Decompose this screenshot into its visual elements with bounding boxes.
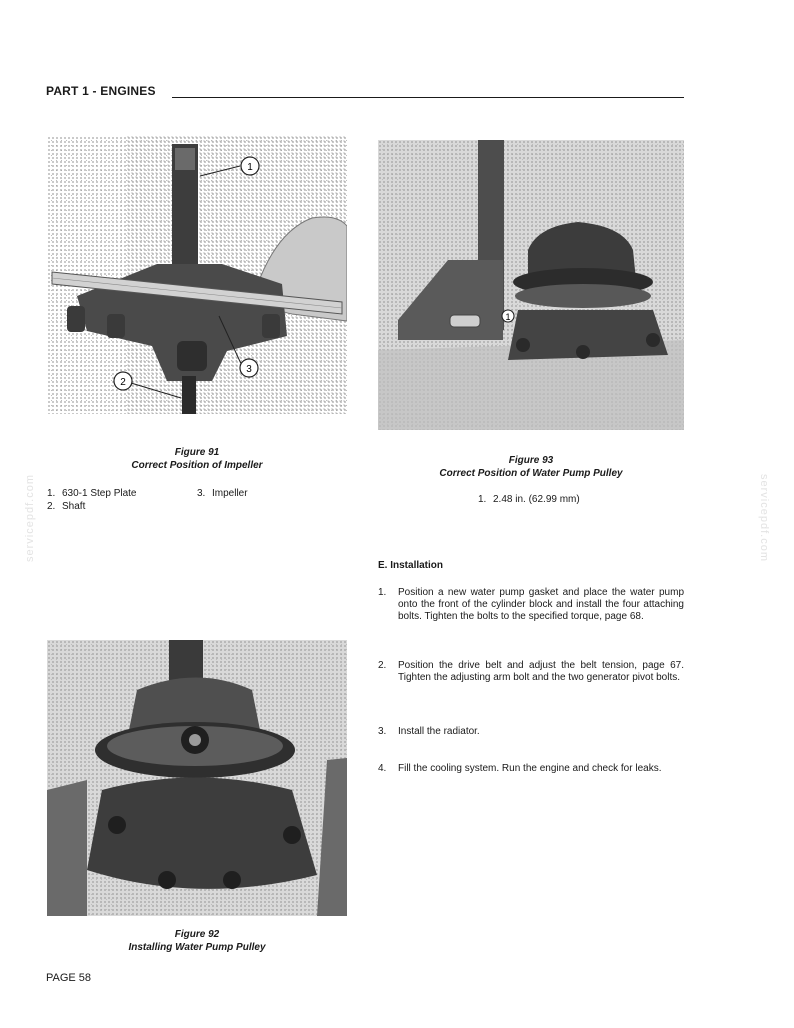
figure-91-title: Correct Position of Impeller [131,460,263,471]
figure-93-photo [378,140,684,430]
figure-93-callout-1: 1 [505,312,511,322]
step-text: Position a new water pump gasket and place the water pump onto the front of the cylinder block and install the four attaching bolts. Tighten the bolts to the specified torque, page 68. [398,587,684,623]
figure-93-legend-item [478,494,580,506]
step-number: 1. [378,587,387,598]
section-heading: E. Installation [378,560,444,571]
legend-number: 2. [47,501,56,512]
figure-91-legend-item [197,488,248,500]
installation-step [378,763,684,775]
figure-93-caption [378,454,684,480]
figure-91-legend-item [47,488,137,500]
step-number: 3. [378,726,387,737]
figure-91-callout-2: 2 [120,377,126,388]
figure-92-number: Figure 92 [174,929,220,940]
watermark-right: servicepdf.com [757,474,770,562]
step-number: 4. [378,763,387,774]
legend-number: 1. [478,494,487,505]
step-text: Install the radiator. [398,726,480,737]
installation-step [378,660,684,684]
page-number: PAGE 58 [46,972,92,984]
watermark-left: servicepdf.com [23,474,36,562]
legend-number: 1. [47,488,56,499]
figure-92-caption [47,928,347,954]
figure-93-title: Correct Position of Water Pump Pulley [439,468,623,479]
figure-91-photo [47,136,347,414]
header-rule [172,97,684,98]
figure-91-number: Figure 91 [174,447,220,458]
figure-91-callout-3: 3 [246,364,252,375]
legend-text: Impeller [212,488,248,499]
figure-91-caption [47,446,347,472]
figure-93-number: Figure 93 [508,455,554,466]
legend-text: 630-1 Step Plate [62,488,137,499]
installation-step [378,587,684,624]
page-header-title: PART 1 - ENGINES [46,84,156,98]
installation-step [378,726,684,738]
step-text: Fill the cooling system. Run the engine and check for leaks. [398,763,662,774]
step-number: 2. [378,660,387,671]
figure-91-callout-1: 1 [247,162,253,173]
figure-92-photo [47,640,347,916]
figure-91-legend-item [47,501,85,513]
legend-number: 3. [197,488,206,499]
step-text: Position the drive belt and adjust the belt tension, page 67. Tighten the adjusting arm bolt and the two generator pivot bolts. [398,660,684,684]
legend-text: 2.48 in. (62.99 mm) [493,494,580,505]
figure-92-title: Installing Water Pump Pulley [128,942,266,953]
legend-text: Shaft [62,501,86,512]
